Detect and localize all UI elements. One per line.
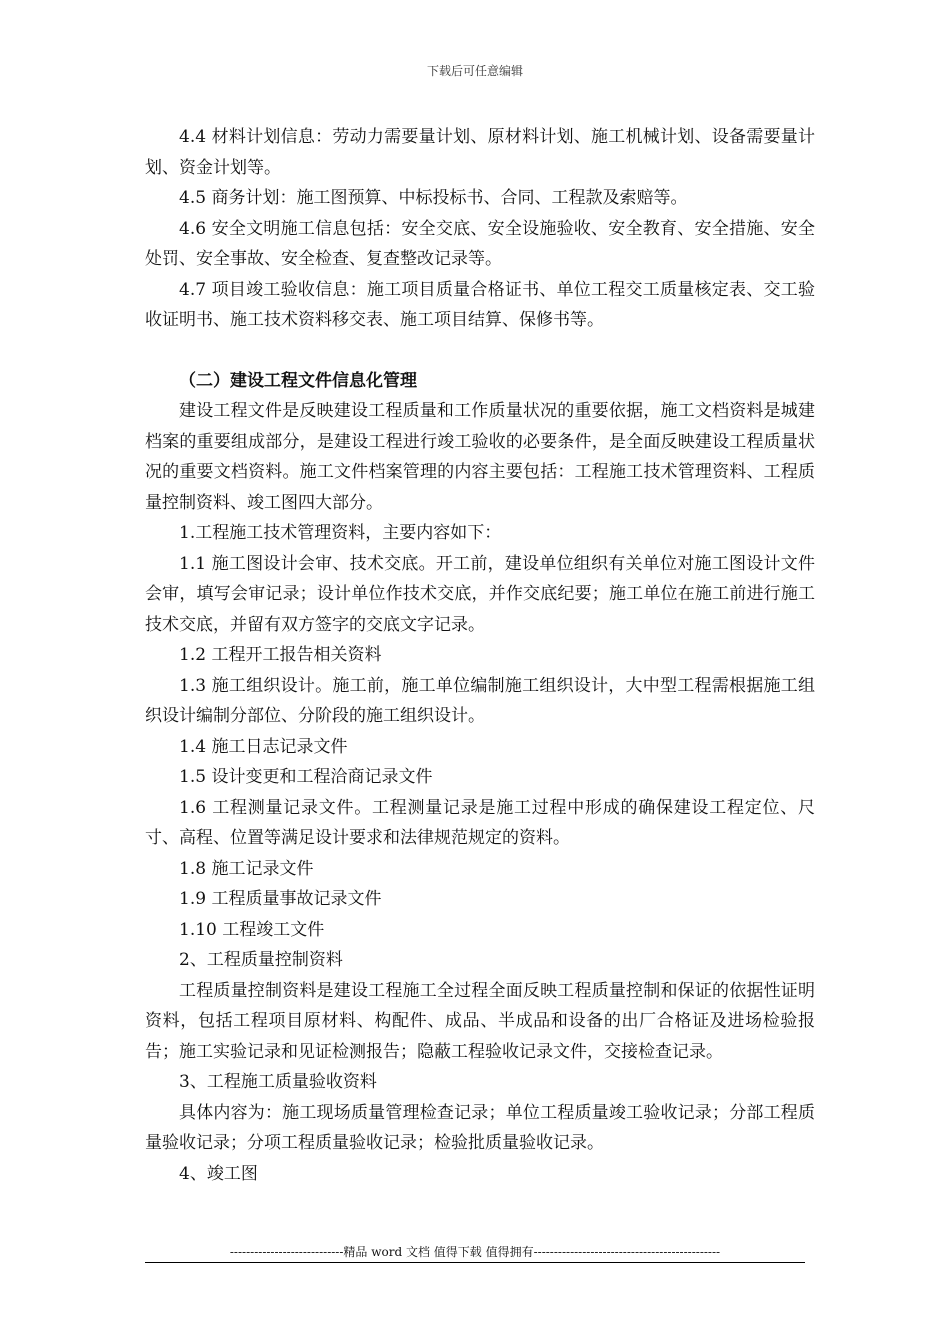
paragraph-3: 3、工程施工质量验收资料 (179, 1072, 377, 1092)
paragraph-4: 4、竣工图 (179, 1163, 258, 1184)
paragraph-2: 2、工程质量控制资料 (179, 950, 343, 970)
paragraph-1-1: 1.1 施工图设计会审、技术交底。开工前，建设单位组织有关单位对施工图设计文件会审，填写会审记录；设计单位作技术交底，并作交底纪要；施工单位在施工前进行施工技术交底，并留有双方签字的交底文字记录。 (145, 553, 815, 635)
blank-line (145, 336, 815, 366)
paragraph-1-3: 1.3 施工组织设计。施工前，施工单位编制施工组织设计，大中型工程需根据施工组织设计编制分部位、分阶段的施工组织设计。 (145, 675, 815, 726)
paragraph-4-4: 4.4 材料计划信息：劳动力需要量计划、原材料计划、施工机械计划、设备需要量计划、资金计划等。 (145, 127, 815, 178)
paragraph-4-7: 4.7 项目竣工验收信息：施工项目质量合格证书、单位工程交工质量核定表、交工验收证明书、施工技术资料移交表、施工项目结算、保修书等。 (145, 279, 815, 330)
paragraph-4-5: 4.5 商务计划：施工图预算、中标投标书、合同、工程款及索赔等。 (179, 188, 688, 208)
paragraph-4-6: 4.6 安全文明施工信息包括：安全交底、安全设施验收、安全教育、安全措施、安全处罚、安全事故、安全检查、复查整改记录等。 (145, 218, 815, 269)
paragraph-3-body: 具体内容为：施工现场质量管理检查记录；单位工程质量竣工验收记录；分部工程质量验收记录；分项工程质量验收记录；检验批质量验收记录。 (145, 1102, 815, 1153)
paragraph-1-2: 1.2 工程开工报告相关资料 (179, 645, 382, 665)
paragraph-1-10: 1.10 工程竣工文件 (179, 919, 325, 940)
paragraph-1-4: 1.4 施工日志记录文件 (179, 736, 348, 757)
footer-note: ----------------------------精品 word 文档 值得下载 值得拥有---------------------------------------------- (229, 1245, 721, 1259)
header-note: 下载后可任意编辑 (426, 64, 523, 78)
paragraph-1-6: 1.6 工程测量记录文件。工程测量记录是施工过程中形成的确保建设工程定位、尺寸、高程、位置等满足设计要求和法律规范规定的资料。 (145, 797, 815, 848)
document-body (145, 122, 815, 1189)
paragraph-1: 1.工程施工技术管理资料，主要内容如下： (179, 523, 502, 543)
footer-divider (145, 1262, 805, 1263)
paragraph-1-8: 1.8 施工记录文件 (179, 858, 314, 879)
paragraph-intro: 建设工程文件是反映建设工程质量和工作质量状况的重要依据，施工文档资料是城建档案的重要组成部分，是建设工程进行竣工验收的必要条件，是全面反映建设工程质量状况的重要文档资料。施工文件档案管理的内容主要包括：工程施工技术管理资料、工程质量控制资料、竣工图四大部分。 (145, 401, 815, 513)
section-heading: （二）建设工程文件信息化管理 (179, 370, 417, 391)
paragraph-1-9: 1.9 工程质量事故记录文件 (179, 889, 382, 909)
paragraph-1-5: 1.5 设计变更和工程洽商记录文件 (179, 767, 433, 787)
paragraph-2-body: 工程质量控制资料是建设工程施工全过程全面反映工程质量控制和保证的依据性证明资料，包括工程项目原材料、构配件、成品、半成品和设备的出厂合格证及进场检验报告；施工实验记录和见证检测报告；隐蔽工程验收记录文件，交接检查记录。 (145, 980, 815, 1062)
